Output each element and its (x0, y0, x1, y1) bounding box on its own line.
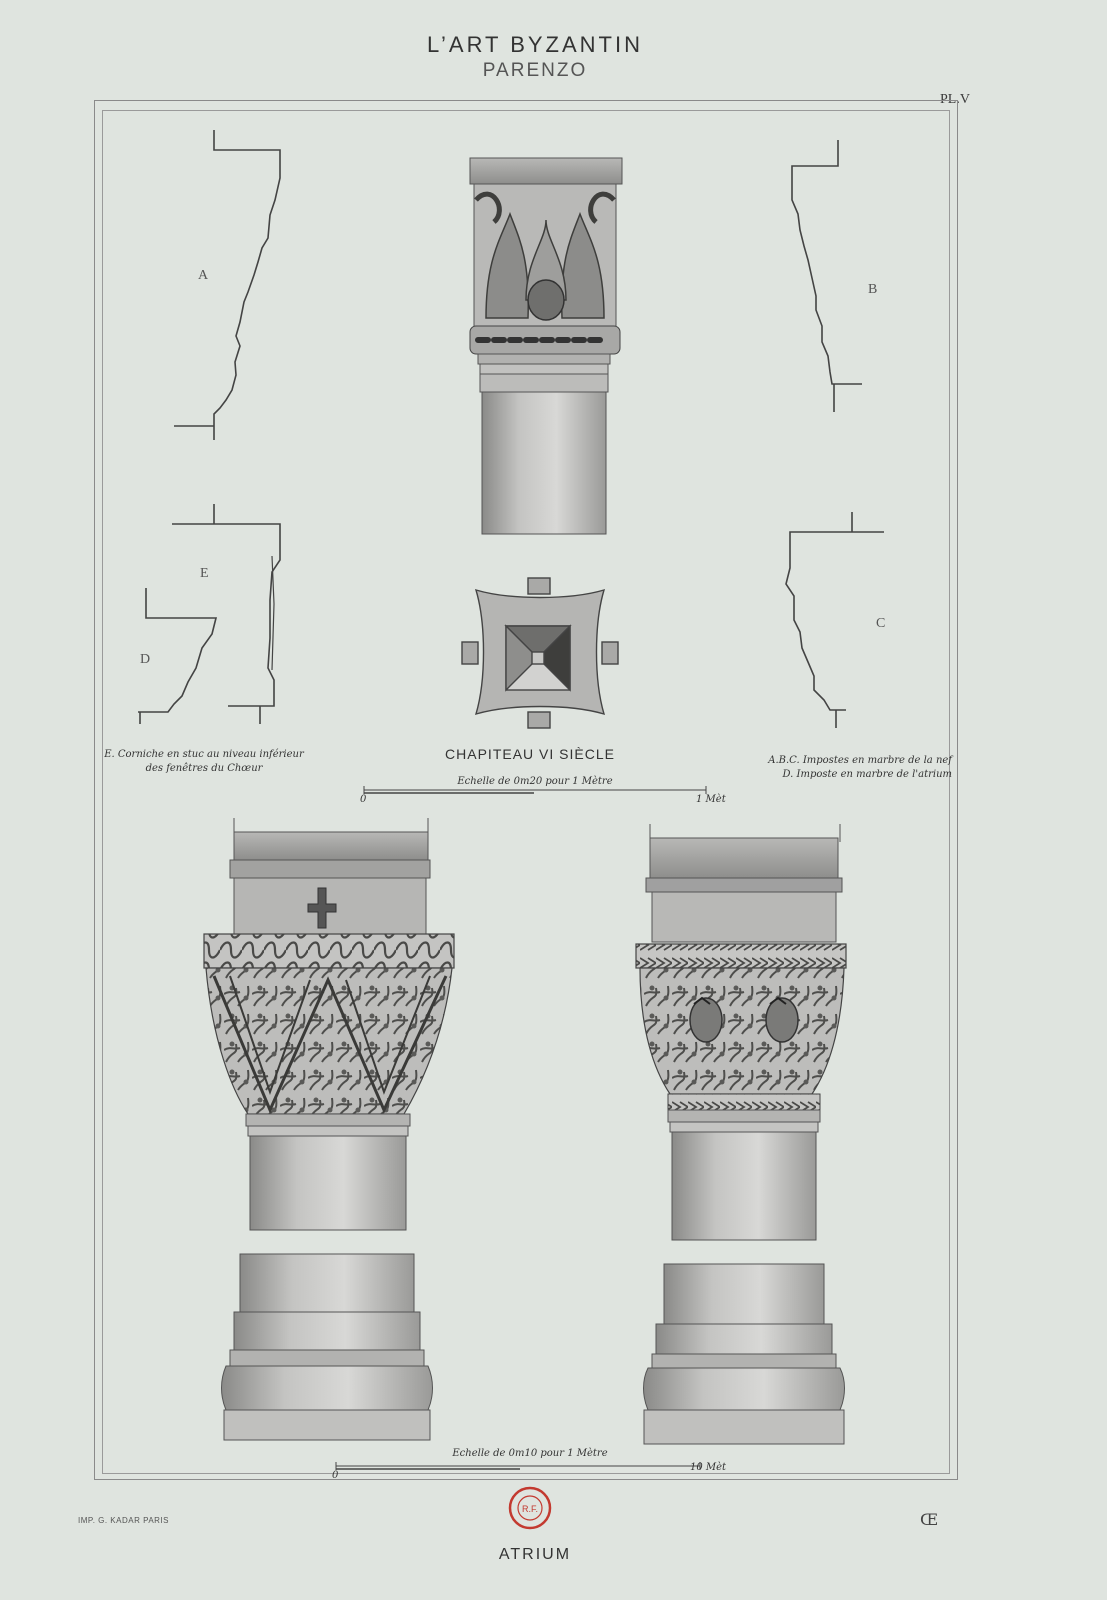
upper-scale-bar (364, 786, 706, 794)
lower-scale-label: Echelle de 0m10 pour 1 Mètre (452, 1448, 608, 1459)
lower-scale-bar (336, 1462, 700, 1470)
profile-label-b: B (868, 282, 878, 297)
library-stamp (510, 1488, 550, 1528)
section-title: ATRIUM (498, 1546, 572, 1563)
profile-e (172, 504, 280, 724)
profile-label-d: D (140, 652, 151, 667)
profile-b (792, 140, 862, 412)
profile-label-e: E (200, 566, 209, 581)
profile-c (786, 512, 884, 728)
plate-subtitle: PARENZO (482, 60, 588, 81)
lower-scale-end: 10 Mèt (690, 1462, 727, 1473)
atrium-column-left (204, 818, 454, 1440)
profile-label-c: C (876, 616, 886, 631)
profile-label-a: A (198, 268, 209, 283)
left-caption-line2: des fenêtres du Chœur (145, 763, 263, 774)
right-caption-line1: A.B.C. Impostes en marbre de la nef (768, 755, 952, 766)
top-column (470, 158, 622, 534)
stamp-text: R.F. (521, 1504, 539, 1514)
right-caption-line2: D. Imposte en marbre de l'atrium (782, 769, 952, 780)
upper-scale-start: 0 (360, 794, 367, 805)
lower-scale-start: 0 (332, 1470, 339, 1481)
capital-plan (462, 578, 618, 728)
printer-credit: IMP. G. KADAR PARIS (78, 1516, 170, 1525)
upper-scale-label: Echelle de 0m20 pour 1 Mètre (457, 776, 613, 787)
capital-caption: CHAPITEAU VI SIÈCLE (445, 746, 615, 762)
upper-scale-end: 1 Mèt (696, 794, 726, 805)
plate-title: L’ART BYZANTIN (426, 32, 643, 57)
engraver-monogram: Œ (920, 1510, 939, 1529)
left-caption-line1: E. Corniche en stuc au niveau inférieur (104, 749, 304, 760)
plate-number: PL.V (940, 92, 970, 107)
atrium-column-right (636, 824, 846, 1444)
right-caption (730, 754, 952, 782)
profile-a (174, 130, 280, 440)
left-caption (104, 748, 304, 776)
